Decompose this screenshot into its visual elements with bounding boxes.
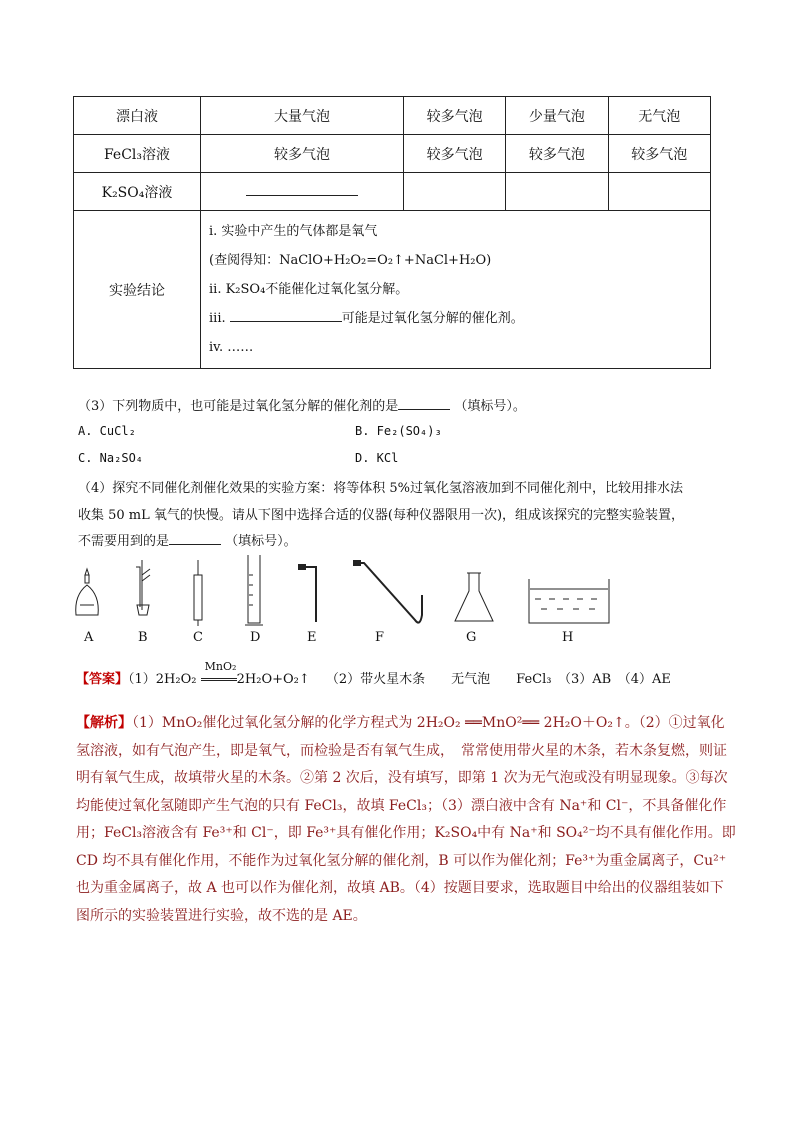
option-c: C. Na₂SO₄ [78, 451, 144, 465]
apparatus-label: C [193, 630, 203, 645]
conclusion-iv: iv. …… [209, 340, 254, 355]
apparatus-label: B [138, 630, 148, 645]
conclusion-i: i. 实验中产生的气体都是氧气 [209, 224, 378, 239]
bent-tube-icon [350, 555, 430, 630]
answer-blank-cell [201, 173, 404, 211]
apparatus-label: D [250, 630, 261, 645]
table-row [74, 97, 711, 135]
delivery-tube-icon [296, 555, 326, 625]
cell [608, 173, 710, 211]
table-row [74, 135, 711, 173]
cell: 较多气泡 [608, 135, 710, 173]
apparatus-label: H [562, 630, 574, 645]
table-row [74, 211, 711, 369]
answer-line: 【答案】（1）2H₂O₂ MnO₂ 2H₂O+O₂↑ （2）带火星木条 无气泡 FeCl₃ （3）AB （4）AE [76, 660, 671, 687]
cell: 较多气泡 [403, 135, 505, 173]
conclusion-ii: ii. K₂SO₄不能催化过氧化氢分解。 [209, 282, 409, 297]
cell: 少量气泡 [506, 97, 608, 135]
option-b: B. Fe₂(SO₄)₃ [355, 424, 442, 438]
conclusion-note: (查阅得知：NaClO+H₂O₂=O₂↑+NaCl+H₂O) [209, 253, 492, 268]
cell: 较多气泡 [403, 97, 505, 135]
analysis-paragraph: 【解析】（1）MnO₂催化过氧化氢分解的化学方程式为 2H₂O₂ ══MnO²══ 2H₂O＋O₂↑。（2）①过氧化氢溶液，如有气泡产生，即是氧气，而检验是否有氧气生成， 常常使用带火星的木条，若木条复燃，则证明有氧气生成，故填带火星的木条。②第 2 次后，没有填写，即第 1 次为无气泡或没有明显现象。③每次均能使过氧化氢随即产生气泡的只有 FeCl₃，故填 FeCl₃；（3）漂白液中含有 Na⁺和 Cl⁻，不具备催化作用；FeCl₃溶液含有 Fe³⁺和 Cl⁻，即 Fe³⁺具有催化作用；K₂SO₄中有 Na⁺和 SO₄²⁻均不具有催化作用。即 CD 均不具有催化作用，不能作为过氧化氢分解的催化剂，B 可以作为催化剂；Fe³⁺为重金属离子，Cu²⁺也为重金属离子，故 A 也可以作为催化剂，故填 AB。（4）按题目要求，选取题目中给出的仪器组装如下图所示的实验装置进行实验，故不选的是 AE。 [76, 715, 736, 924]
option-a: A. CuCl₂ [78, 424, 136, 438]
cell: 较多气泡 [506, 135, 608, 173]
apparatus-label: A [84, 630, 94, 645]
experiment-table [73, 96, 711, 369]
apparatus-label: E [307, 630, 317, 645]
question-3: （3）下列物质中，也可能是过氧化氢分解的催化剂的是 （填标号）。 [78, 399, 526, 414]
question-4-line: 收集 50 mL 氧气的快慢。请从下图中选择合适的仪器(每种仪器限用一次)，组成该探究的完整实验装置， [78, 508, 685, 523]
conclusion-iii: iii. 可能是过氧化氢分解的催化剂。 [209, 311, 524, 326]
table-row [74, 173, 711, 211]
apparatus-label: F [375, 630, 385, 645]
conclusion-cell [201, 211, 711, 369]
syringe-icon [188, 555, 208, 630]
question-4-line: 不需要用到的是 （填标号）。 [78, 534, 297, 549]
cell [403, 173, 505, 211]
conical-flask-icon [452, 555, 496, 627]
conclusion-label: 实验结论 [74, 211, 201, 369]
cell: FeCl₃溶液 [74, 135, 201, 173]
cell: K₂SO₄溶液 [74, 173, 201, 211]
cell: 无气泡 [608, 97, 710, 135]
cell: 漂白液 [74, 97, 201, 135]
cell: 大量气泡 [201, 97, 404, 135]
stopper-funnel-icon [128, 555, 158, 630]
water-trough-icon [527, 555, 611, 627]
option-d: D. KCl [355, 451, 399, 465]
cell: 较多气泡 [201, 135, 404, 173]
question-4-line: （4）探究不同催化剂催化效果的实验方案：将等体积 5%过氧化氢溶液加到不同催化剂中，比较用排水法 [78, 481, 684, 496]
cell [506, 173, 608, 211]
graduated-cylinder-icon [242, 555, 266, 630]
apparatus-label: G [466, 630, 477, 645]
alcohol-lamp-icon [72, 555, 102, 625]
